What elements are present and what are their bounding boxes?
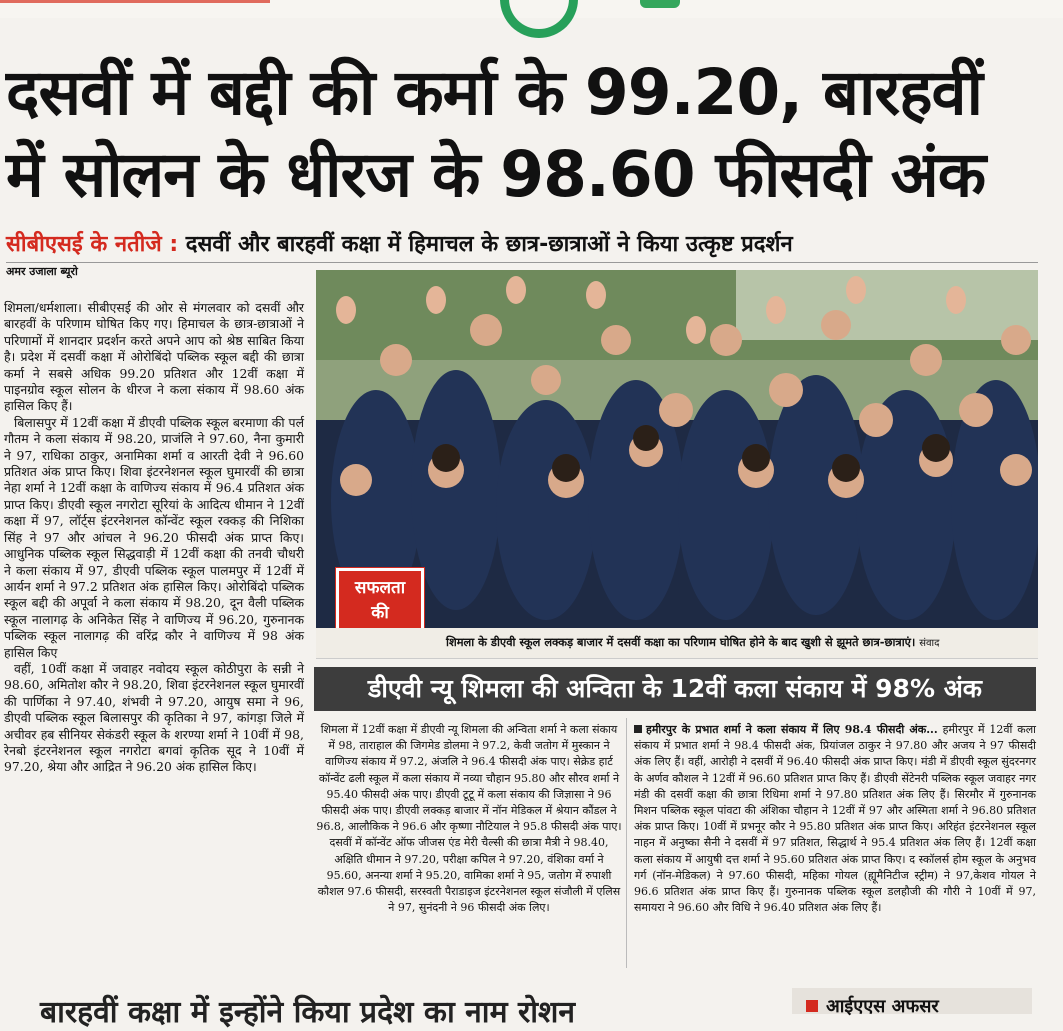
article-paragraph: वहीं, 10वीं कक्षा में जवाहर नवोदय स्कूल कोठीपुरा के सन्नी ने 98.60, अमितोश कौर ने 98.20, शिवा इंटरनेशनल स्कूल घुमारवीं की पार्णिका ने 97.40, शंभवी ने 97.20, आयुष समा ने 96, डीएवी पब्लिक स्कूल बिलासपुर की कृतिका ने 97, कांगड़ा जिले में अचीवर हब सीनियर सेकंडरी स्कूल के शरण्या शर्मा ने 10वीं में 98, रेनबो इंटरनेशनल स्कूल नगरोटा बगवां कृतिक सूद ने 10वीं में 97.20, श्रेया और आद्रित ने 96.20 अंक हासिल किए।	[4, 660, 304, 775]
logo-mark	[500, 0, 578, 38]
caption-credit: संवाद	[919, 638, 940, 649]
caption-text	[446, 635, 939, 650]
adjacent-column-edge	[1044, 210, 1063, 590]
main-article-column	[4, 300, 304, 776]
sidebar-teaser	[792, 988, 1032, 1017]
page-headline	[6, 52, 1046, 216]
article-paragraph: शिमला/धर्मशाला। सीबीएसई की ओर से मंगलवार को दसवीं और बारहवीं के परिणाम घोषित किए गए। हिमाचल के छात्र-छात्राओं ने परिणामों में शानदार प्रदर्शन करते अपने आप को श्रेष्ठ साबित किया है। प्रदेश में दसवीं कक्षा में ओरोबिंदो पब्लिक स्कूल बद्दी की छात्रा कर्मा ने सबसे अधिक 99.20 प्रतिशत और 12वीं कक्षा में पाइनग्रोव स्कूल सोलन के धीरज ने कला संकाय में 98.60 अंक हासिल किए हैं।	[4, 300, 304, 414]
subhead-text: दसवीं और बारहवीं कक्षा में हिमाचल के छात्र-छात्राओं ने किया उत्कृष्ट प्रदर्शन	[185, 232, 793, 257]
caption-body: शिमला के डीएवी स्कूल लक्कड़ बाजार में दसवीं कक्षा का परिणाम घोषित होने के बाद खुशी से झूमते छात्र-छात्राएं।	[446, 635, 916, 649]
sidebar-teaser-label: आईएएस अफसर	[826, 996, 939, 1017]
badge-line: की	[371, 603, 389, 623]
section-banner: डीएवी न्यू शिमला की अन्विता के 12वीं कला संकाय में 98% अंक	[314, 667, 1036, 711]
masthead-strip	[0, 0, 1063, 18]
headline-line-2: में सोलन के धीरज के 98.60 फीसदी अंक	[6, 138, 986, 211]
photo-illustration	[316, 270, 1038, 628]
divider	[6, 262, 1038, 263]
bullet-square-icon	[806, 1000, 818, 1012]
byline: अमर उजाला ब्यूरो	[6, 265, 78, 278]
column-divider	[626, 718, 627, 968]
column-lead: हमीरपुर के प्रभात शर्मा ने कला संकाय में लिए 98.4 फीसदी अंक...	[646, 723, 938, 736]
next-headline: बारहवीं कक्षा में इन्होंने किया प्रदेश का नाम रोशन	[40, 995, 576, 1030]
red-rule	[0, 0, 270, 3]
celebration-photo	[316, 270, 1038, 628]
district-results-column	[634, 722, 1036, 916]
logo-mark-secondary	[640, 0, 680, 8]
column-text: हमीरपुर में 12वीं कला संकाय में प्रभात शर्मा ने 98.4 फीसदी अंक, प्रियांजल ठाकुर ने 97.80 और अजय ने 97 फीसदी अंक लिए हैं। वहीं, आरोही ने दसवीं में 96.40 फीसदी अंक प्राप्त किए। मंडी में डीएवी स्कूल सुंदरनगर के अर्णव कौशल ने 12वीं में 96.60 प्रतिशत प्राप्त किए हैं। डीएवी सेंटेनरी पब्लिक स्कूल जवाहर नगर मंडी की दसवीं कक्षा की छात्रा रिधिमा शर्मा ने 97.80 प्रतिशत अंक लिए हैं। सिरमौर में गुरुनानक मिशन पब्लिक स्कूल पांवटा की अंशिका चौहान ने 12वीं में 97 और अस्मिता शर्मा ने 96.80 प्रतिशत अंक प्राप्त किए। 10वीं में प्रभनूर कौर ने 95.80 प्रतिशत अंक प्राप्त किए। अरिहंत इंटरनेशनल स्कूल नाहन में अनुष्का सैनी ने दसवीं में 97 प्रतिशत, सिद्धार्थ ने 95.4 प्रतिशत अंक लिए हैं। 12वीं कक्षा कला संकाय में आयुषी दत्त शर्मा ने 95.60 प्रतिशत अंक प्राप्त किए। द स्कॉलर्स होम स्कूल के अनुभव गर्ग (नॉन-मेडिकल) ने 97.60 फीसदी, महिका गोयल (ह्यूमैनिटीज स्ट्रीम) ने 97,केशव गोयल ने 96.6 प्रतिशत अंक प्राप्त किए हैं। गुरुनानक पब्लिक स्कूल डलहौजी की गौरी ने 10वीं में 97, समायरा ने 96.60 और विधि ने 96.40 प्रतिशत अंक लिए हैं।	[634, 723, 1036, 915]
bullet-square-icon	[634, 725, 642, 733]
photo-caption	[316, 628, 1038, 659]
subhead-kicker: सीबीएसई के नतीजे	[6, 232, 162, 257]
headline-line-1: दसवीं में बद्दी की कर्मा के 99.20, बारहवीं	[6, 56, 982, 129]
article-paragraph: बिलासपुर में 12वीं कक्षा में डीएवी पब्लिक स्कूल बरमाणा की पर्ल गौतम ने कला संकाय में 98.20, प्राजंलि ने 97.60, नैना कुमारी ने 97, राधिका ठाकुर, अनामिका शर्मा व आरती देवी ने 96.60 प्रतिशत अंक प्राप्त किए। शिवा इंटरनेशनल स्कूल घुमारवीं की छात्रा नेहा शर्मा ने 12वीं कक्षा के वाणिज्य संकाय में 96.4 प्रतिशत अंक प्राप्त किए। डीएवी स्कूल नगरोटा सूरियां के आदित्य धीमान ने 12वीं कक्षा में 97, लॉर्ट्स इंटरनेशनल कॉन्वेंट स्कूल रक्कड़ की निशिका सिंह ने 97 और आंचल ने 96.20 फीसदी अंक प्राप्त किए। आधुनिक पब्लिक स्कूल सिद्धवाड़ी में 12वीं कक्षा की तनवी चौधरी ने कला संकाय में 97, डीएवी पब्लिक स्कूल पालमपुर में 12वीं में आर्यन शर्मा ने 97.2 प्रतिशत अंक हासिल किए। ओरोबिंदो पब्लिक स्कूल बद्दी की अपूर्वा ने कला संकाय में 98.20, दून वैली पब्लिक स्कूल नालागढ़ के अनिकेत सिंह ने वाणिज्य में 96.20, गुरुनानक पब्लिक स्कूल नालागढ़ की वरिंद्र कौर ने वाणिज्य में 98 अंक हासिल किए	[4, 414, 304, 660]
shimla-results-column: शिमला में 12वीं कक्षा में डीएवी न्यू शिमला की अन्विता शर्मा ने कला संकाय में 98, ताराहाल की जिगमेड डोलमा ने 97.2, केवी जतोग में मुस्कान ने वाणिज्य संकाय में 97.2, अंजलि ने 96.4 फीसदी अंक पाए। सेक्रेड हार्ट कॉन्वेंट ढली स्कूल में कला संकाय में नव्या चौहान 95.80 और सौरव शर्मा ने 95.40 फीसदी अंक पाए। डीएवी टूटू में कला संकाय की जिज्ञासा ने 96 फीसदी अंक पाए। डीएवी लक्कड़ बाजार में नॉन मेडिकल में श्रेयान कौंडल ने 96.8, आलौकिक ने 96.6 और कृष्णा नौटियाल ने 95.8 फीसदी अंक पाए। दसवीं में कॉन्वेंट ऑफ जीजस एंड मेरी चैल्सी की छात्रा मैत्री ने 98.40, अक्षिति धीमान ने 97.20, परीक्षा कपिल ने 97.20, वंशिका वर्मा ने 95.60, अनन्या शर्मा ने 95.20, वामिका शर्मा ने 95, जतोग में रुपाशी कौशल 97.6 फीसदी, सरस्वती पैराडाइज इंटरनेशनल स्कूल संजौली में एलिस ने 97, सुनंदनी ने 96 फीसदी अंक लिए।	[316, 723, 622, 915]
subhead-colon: :	[161, 232, 186, 257]
subheadline	[6, 228, 1046, 258]
badge-line: सफलता	[354, 578, 406, 598]
